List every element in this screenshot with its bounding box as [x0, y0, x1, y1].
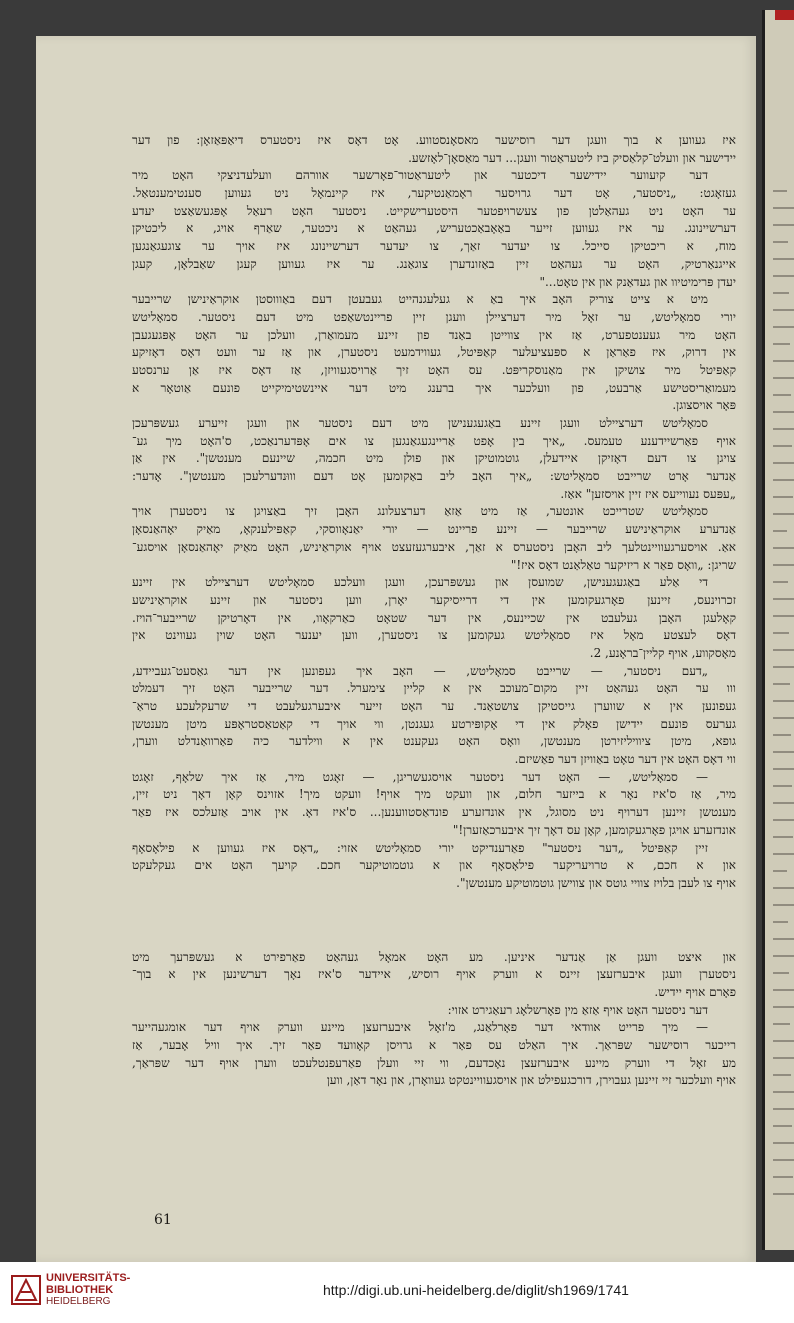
text-line: שריגן: „וואָס פאַר א ריזיקער טאַלאַנט דאָס איז!": [510, 557, 736, 572]
text-line: זיין קאַפּיטל „דער ניסטער" פאַרענדיקט יורי סמאָליטש אזוי: „דאָס איז געווען א פילאָסאָף: [132, 840, 708, 855]
text-line: און א חכם, א טרויעריקער פילאָסאָף און א גוטמוטיקער חכם. קויעך האָט אים געקלעקט: [132, 858, 736, 873]
text-line: דער קיִעווער יידישער דיכטער און ליטעראַטור־פאָרשער אוורהם וועלעדניצקי האָט מיר: [132, 168, 708, 183]
adjacent-text-fragment: [773, 428, 794, 430]
adjacent-text-fragment: [773, 360, 794, 362]
text-line: רייכער רוסישער שפּראַך. איך האַלט עס פאַר א גרויסן קאָוועד פאַר זיך. איך וויל אָבער, אַז: [132, 1038, 736, 1052]
text-line: איז געווען א בוך וועגן דער רוסישער מאסאָנסטווע. אָט דאָס איז ניסטערס דיאַפּאַזאָן: פון דער: [132, 133, 736, 147]
adjacent-text-fragment: [773, 904, 794, 906]
adjacent-text-fragment: [773, 785, 792, 787]
adjacent-text-fragment: [773, 547, 794, 549]
text-line: דער ניסטער האָט אויף אַזאַ מין פאָרשלאָג רעאַגירט אזוי:: [447, 1002, 708, 1017]
adjacent-text-fragment: [773, 513, 794, 515]
text-line: קאָלעגן האָבן געלעבט אין שכיינעס, אין דער שטאָט כאַרקאָוו, אין דאָרטיקן שרייבער־הויז.: [132, 610, 736, 625]
text-line: „עפּעס נעווייעס איז זיין אויסזען" אאַז.: [560, 486, 736, 501]
adjacent-text-fragment: [773, 819, 794, 821]
text-line: מעמואַריסטישע אַרבעט, פון וועלכער איך ברענג מיט דער איינשטימיקייט פונעם אַוטאָר א: [132, 380, 736, 395]
adjacent-text-fragment: [773, 343, 790, 345]
adjacent-text-fragment: [773, 1142, 794, 1144]
text-line: מוח, א ריכטיקן סייכל. צו יעדער זאַך, צו יעדער דערשיינונג איז אויך ער צוגעגאַנגען: [132, 239, 736, 254]
adjacent-text-fragment: [773, 598, 794, 600]
adjacent-text-fragment: [773, 870, 787, 872]
adjacent-page-edge: [762, 10, 794, 1250]
footer-bar: [0, 1262, 794, 1323]
adjacent-text-fragment: [773, 700, 794, 702]
text-line: ווו ער האָט געהאַט זיין מקום־מעוכב אין א קליין צימערל. דער שרייבער האָט זיך דעמלט: [132, 681, 736, 696]
section-gap: [132, 893, 736, 920]
text-line: געזאָגט: „ניסטער, אָט דער גרויסער ראָמאַנטיקער, איז קיינמאָל ניט געווען סענטימענטאַל.: [132, 186, 736, 201]
adjacent-text-fragment: [773, 1125, 792, 1127]
library-name: [46, 1272, 130, 1308]
adjacent-text-fragment: [773, 921, 788, 923]
text-line: האָט מיר געענטפערט, אַז אין צווייטן באַנד פון זיינע מעמואַרן, וועלכן ער האָט אָפּגעגעבן: [132, 327, 736, 342]
adjacent-text-fragment: [773, 275, 794, 277]
text-line: ניסטערן וועגן איבערזעצן זיינס א ווערק אויף רוסיש, איידער ס'איז נאָך דערשינען אין א בוך־: [132, 967, 736, 982]
library-logo-icon: [10, 1274, 42, 1306]
text-line: אויף וועלכער זיי זיינען געבוירן, דורכגעפילט און אויסגעוויינטקט געוואָרן, און נאָר דאַן, ווען: [326, 1073, 736, 1088]
text-line: אויף צו לעבן בלויז צוויי גוטס און צווישן גוטמוטיקע מענטשן".: [456, 875, 736, 890]
text-line: גערעס פונעם יידישן פאָלק אין די אָקופּירטע געגנטן, ווי אויך די קאַטאַסטראָפּע מיטן מענטשן: [132, 716, 736, 731]
text-line: יעדן פּרימיטיוו און געדאַנק און אין טאָט...": [539, 274, 736, 289]
adjacent-text-fragment: [773, 1108, 794, 1110]
page-number: 61: [154, 1212, 172, 1228]
paragraph: [132, 769, 736, 840]
paragraph: [132, 663, 736, 769]
text-line: אַנדערע אוקראַינישע שרייבער — זיינע פריינט — יורי יאַנאָווסקי, קאַפּילענקאָ, מאַיק יאָהאַנסאָן: [132, 522, 736, 537]
text-line: דאָס לעצטע מאָל איז סמאָליטש געקומען צו ניסטערן, ווען יענער האָט שוין געווינט אין: [132, 628, 736, 643]
adjacent-text-fragment: [773, 411, 794, 413]
paragraph: [132, 167, 736, 291]
adjacent-text-fragment: [773, 666, 794, 668]
adjacent-text-fragment: [773, 377, 794, 379]
adjacent-text-fragment: [773, 1023, 790, 1025]
text-line: מע זאָל די ווערק מיינע איבערזעצן נאָכדעם, ווי זיי וועלן פאַרעפנטלעכט ווערן אויף דער שפּראַך,: [132, 1055, 736, 1070]
adjacent-text-fragment: [773, 462, 794, 464]
library-name-line: UNIVERSITÄTS-: [46, 1272, 131, 1284]
text-line: אונדזערע אויגן פאָרגעקומען, קאָן עס דאָך זיך איבערכאַזערן!": [452, 822, 736, 837]
adjacent-text-fragment: [773, 1040, 794, 1042]
red-tab-marker: [775, 10, 794, 20]
paragraph: [132, 132, 736, 167]
paragraph: [132, 1019, 736, 1090]
paragraph: [132, 949, 736, 1002]
adjacent-text-fragment: [773, 887, 794, 889]
text-line: אין דרוק, איז פאַראַן א ספּעציעלער קאַפּיטל, געווידמעט ניסטערן, און אַז ער וועט דאָס דאָזיקע: [132, 345, 736, 360]
text-line: זכרוינעס, זיינען פאָרגעקומען אין די דרייסיקער יאָרן, ווען ניסטער און זיינע אוקראַינישע: [132, 592, 736, 607]
paragraph: [132, 574, 736, 662]
adjacent-text-fragment: [773, 581, 788, 583]
adjacent-text-fragment: [773, 394, 791, 396]
adjacent-text-fragment: [773, 292, 789, 294]
library-name-line: HEIDELBERG: [46, 1296, 111, 1307]
adjacent-text-fragment: [773, 445, 792, 447]
text-line: — מיך פרייט אוודאי דער פאָרלאַנג, מ'זאָל איבערזעצן מיינע ווערק אויף דער אומגעהייער: [132, 1020, 708, 1035]
text-line: גופא, מיטן ציוויליזירטן מענטשן, וואָס האָט געקענט אין א ווילדער כיה פאַרוואַנדלט ווערן,: [132, 734, 736, 749]
adjacent-text-fragment: [773, 955, 794, 957]
adjacent-text-fragment: [773, 530, 787, 532]
text-line: אַנדער אָרט שרייבט סמאָליטש: „איך האָב ליב באַקומען אָט דעם וווּנדערלעכן מענטשן". אָדער:: [132, 469, 736, 484]
adjacent-text-fragment: [773, 258, 794, 260]
adjacent-text-fragment: [773, 1074, 791, 1076]
adjacent-text-fragment: [773, 989, 794, 991]
text-line: ווי דאָס האָט אין דער טאָט באַוויזן דער פאַשיזם.: [514, 752, 736, 767]
text-line: מיר, אַז ס'איז נאָר א בייזער חלום, און וועקט מיך אויף! וועקט מיך! אזוינס קאָן דאָך ניט זיין,: [132, 787, 736, 802]
text-line: אאַ. אויסערגעוויינטלעך ליב האָבן ניסטערס א זאַך, איבערגעזעצט אויף אוקראַיניש, האָט מאַיק יאָהאַנסאָן אויסגע־: [132, 539, 736, 554]
adjacent-text-fragment: [773, 1159, 794, 1161]
adjacent-text-fragment: [773, 938, 794, 940]
text-line: ער האָט ניט געהאַלטן פון צעשרויפטער היסטערישקייט. ניסטער האָט רעאַל אָפּגעשאַצט יעדע: [132, 203, 736, 218]
adjacent-text-fragment: [773, 224, 794, 226]
adjacent-text-fragment: [773, 496, 793, 498]
text-line: מיט א צייט צוריק האָב איך באַ א געלעגנהייט געבעטן דעם באַוווסטן אוקראַינישן שרייבער: [132, 292, 708, 307]
text-line: געפונען אין א שווערן גייסטיקן צושטאַנד. ער האָט זייער איבערגעלעבט די שרעקלעכע טראַ־: [132, 699, 736, 713]
adjacent-text-fragment: [773, 734, 791, 736]
text-line: דערשיינונג. ער איז געווען זייער באַאָבאַכטעריש, געהאַט א ניכטער, שאַרף אויג, א ליכטיקן: [132, 221, 736, 236]
text-line: און איצט וועגן אַן אַנדער איניען. מע האָט אמאָל געהאַט פאַרפירט א געשפּרעך מיט: [132, 949, 736, 964]
adjacent-text-fragment: [773, 751, 794, 753]
text-line: פּאָר אויסצוגן.: [672, 398, 736, 413]
adjacent-text-fragment: [773, 207, 794, 209]
text-line: מענטשן זיינען דערויף ניט מסוגל, אין אונדזערע פונדאַסטווענען... ס'איז דאָ. אין אויב אַזעלכס איז פאַר: [132, 805, 736, 820]
paragraph: [132, 503, 736, 574]
text-line: „דעם ניסטער, — שרייבט סמאָליטש, — האָב איך געפונען אין דער גאַסעט־געביידע,: [132, 663, 708, 678]
adjacent-text-fragment: [773, 683, 790, 685]
text-line: יידישער און וועלט־קלאַסיק ביז ליטעראַטור וועגן... דער מאַסאָן־לאָזשע.: [408, 150, 736, 165]
adjacent-text-fragment: [773, 768, 794, 770]
permalink[interactable]: http://digi.ub.uni-heidelberg.de/diglit/sh1969/1741: [323, 1282, 629, 1298]
text-line: סמאָליטש שטרייכט אונטער, אַז מיט אַזאַ דערצעלונג האָבן זיך באַצויגן צו ניסטערן אויך: [132, 504, 708, 519]
paragraph: [132, 1002, 736, 1020]
body-text: [132, 132, 736, 1090]
paragraph: [132, 291, 736, 415]
adjacent-text-fragment: [773, 190, 787, 192]
adjacent-text-fragment: [773, 1193, 794, 1195]
adjacent-text-fragment: [773, 1057, 794, 1059]
paragraph: [132, 415, 736, 503]
adjacent-text-fragment: [773, 615, 794, 617]
adjacent-text-fragment: [773, 717, 794, 719]
text-line: יורי סמאָליטש, ער זאָל מיר דערציילן וועגן זיין פריינטשאַפט מיט דעם ניסטער. סמאָליטש: [132, 309, 736, 324]
adjacent-text-fragment: [773, 853, 794, 855]
adjacent-text-fragment: [773, 564, 794, 566]
adjacent-text-fragment: [773, 241, 788, 243]
adjacent-text-fragment: [773, 309, 794, 311]
adjacent-text-fragment: [773, 479, 794, 481]
text-line: מאָסקווע, אויף קליין־בראָנע, 2.: [589, 645, 736, 660]
adjacent-text-fragment: [773, 836, 793, 838]
text-line: די אַלע באַגעגענישן, שמועסן און געשפּרעכן, וועגן וועלכע סמאָליטש דערציילט אין זיינע: [132, 575, 708, 590]
adjacent-text-fragment: [773, 972, 789, 974]
text-line: — סמאָליטש, — האָט דער ניסטער אויסגעשריגן, — זאָגט מיר, אַז איך שלאָף, זאָגט: [132, 769, 708, 784]
text-line: סמאָליטש דערציילט וועגן זיינע באַגעגענישן מיט דעם ניסטער און וועגן זייערע געשפּרעכן: [132, 416, 708, 430]
text-line: פאָרם אויף יידיש.: [654, 984, 736, 999]
book-page: [36, 36, 756, 1262]
adjacent-text-fragment: [773, 802, 794, 804]
library-name-line: BIBLIOTHEK: [46, 1284, 114, 1296]
adjacent-text-fragment: [773, 649, 794, 651]
text-line: אייגנאַרטיק, האָט ער געהאַט זיין באַזונדערן צוגאַנג. ער איז געווען קעגן שאַבלאָן, קעגן: [132, 256, 736, 271]
text-line: אויף פאַרשיידענע טעמעס. „איך בין אָפט אַריינגעגאַנגען צו אים אָפּדערנאַכט, ס'האָט מיך גע־: [132, 433, 736, 448]
adjacent-text-fragment: [773, 1176, 793, 1178]
text-line: קאַפּיטל מיר צושיקן אין מאַנוסקריפּט. עס האָט זיך אַרויסגעוויזן, אַז דאָס איז אַן ערנסטע: [132, 362, 736, 377]
adjacent-text-fragment: [773, 632, 789, 634]
adjacent-text-fragment: [773, 1091, 794, 1093]
adjacent-text-fragment: [773, 326, 794, 328]
paragraph: [132, 840, 736, 893]
adjacent-text-fragment: [773, 1006, 794, 1008]
text-line: צויגן צו דעם דאָזיקן איידעלן, גוטמוטיקן און פולן מיט חכמה, שיינעם מענטשן". אין אַן: [132, 451, 736, 466]
